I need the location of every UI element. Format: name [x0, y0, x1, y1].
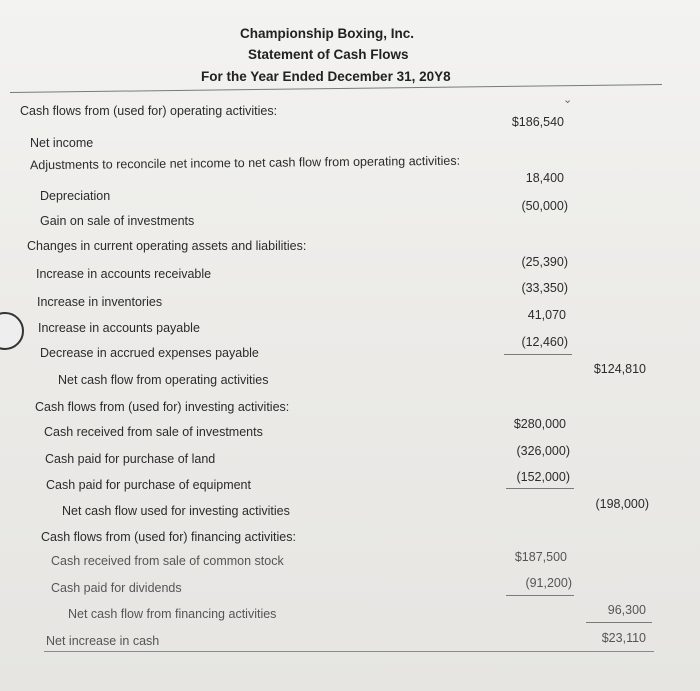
changes-label: Changes in current operating assets and liabilities: — [27, 239, 307, 253]
statement-title: Statement of Cash Flows — [248, 47, 409, 62]
adjustments-label: Adjustments to reconcile net income to net cash flow from operating activities: — [29, 153, 461, 173]
net-increase-value: $23,110 — [601, 631, 646, 645]
land-label: Cash paid for purchase of land — [45, 452, 216, 466]
gain-value: (50,000) — [521, 199, 568, 213]
inventory-label: Increase in inventories — [37, 295, 163, 309]
investment-sale-value: $280,000 — [513, 417, 566, 431]
operating-subtotal-rule — [504, 354, 572, 355]
financing-total-rule — [586, 622, 652, 623]
investing-total-label: Net cash flow used for investing activities — [62, 504, 290, 518]
financing-total-value: 96,300 — [607, 603, 646, 617]
investing-total-value: (198,000) — [595, 497, 649, 511]
investing-subtotal-rule — [506, 488, 574, 489]
statement-period: For the Year Ended December 31, 20Y8 — [201, 69, 451, 84]
dividends-label: Cash paid for dividends — [51, 581, 182, 595]
operating-total-value: $124,810 — [593, 362, 646, 376]
financing-total-label: Net cash flow from financing activities — [68, 607, 277, 621]
equipment-label: Cash paid for purchase of equipment — [46, 478, 251, 492]
tick-mark: ⌄ — [563, 94, 573, 106]
investment-sale-label: Cash received from sale of investments — [44, 425, 263, 439]
ap-label: Increase in accounts payable — [38, 321, 200, 335]
depreciation-label: Depreciation — [40, 189, 111, 203]
operating-heading: Cash flows from (used for) operating activities: — [20, 104, 278, 118]
bottom-rule — [44, 651, 654, 652]
ap-value: 41,070 — [527, 308, 566, 322]
stock-sale-label: Cash received from sale of common stock — [51, 554, 284, 568]
ar-label: Increase in accounts receivable — [36, 267, 212, 281]
net-income-value: $186,540 — [511, 115, 564, 129]
inventory-value: (33,350) — [521, 281, 568, 295]
header-rule — [10, 84, 662, 93]
dividends-value: (91,200) — [525, 576, 572, 590]
accrued-label: Decrease in accrued expenses payable — [40, 346, 259, 360]
gain-label: Gain on sale of investments — [40, 214, 195, 228]
accrued-value: (12,460) — [521, 335, 568, 349]
financing-subtotal-rule — [506, 595, 574, 596]
circle-button[interactable] — [0, 312, 24, 350]
net-income-label: Net income — [30, 136, 94, 150]
financing-heading: Cash flows from (used for) financing activities: — [41, 530, 296, 544]
investing-heading: Cash flows from (used for) investing activities: — [35, 400, 290, 414]
land-value: (326,000) — [516, 444, 570, 458]
ar-value: (25,390) — [521, 255, 568, 269]
company-name: Championship Boxing, Inc. — [240, 26, 415, 41]
net-increase-label: Net increase in cash — [46, 634, 160, 648]
stock-sale-value: $187,500 — [514, 550, 567, 564]
operating-total-label: Net cash flow from operating activities — [58, 373, 269, 387]
depreciation-value: 18,400 — [525, 171, 564, 185]
equipment-value: (152,000) — [516, 470, 570, 484]
